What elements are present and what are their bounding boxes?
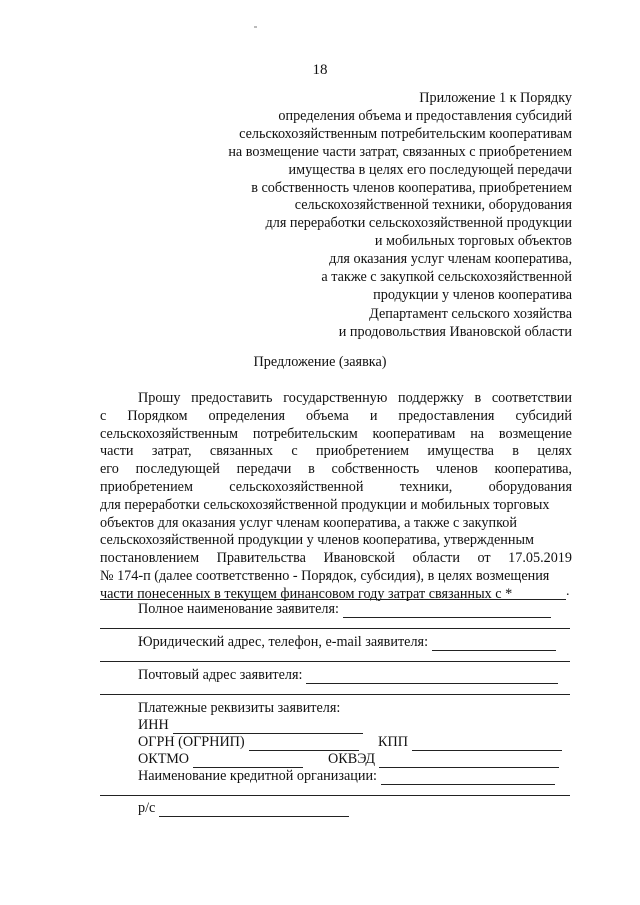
body-text: части понесенных в текущем финансовом году затрат связанных с *	[100, 585, 513, 602]
body-word: собственность	[331, 461, 420, 478]
body-word: имущества	[427, 443, 494, 460]
body-text: сельскохозяйственной продукции у членов кооператива, утвержденным	[100, 532, 534, 549]
full-name-field	[138, 601, 551, 618]
appendix-line: определения объема и предоставления субсидий	[278, 107, 572, 124]
kpp-label: КПП	[378, 734, 408, 750]
body-word: постановлением	[100, 550, 200, 567]
kpp-input[interactable]	[412, 737, 562, 751]
okved-label: ОКВЭД	[328, 751, 376, 767]
body-word: в	[308, 461, 315, 478]
body-word: субсидий	[515, 407, 572, 424]
body-word: кооперативам	[372, 425, 456, 442]
oktmo-input[interactable]	[193, 754, 303, 768]
body-word: в	[474, 390, 482, 406]
full-name-extra-line[interactable]	[100, 628, 570, 629]
payment-details-heading	[138, 700, 340, 717]
body-line	[100, 390, 572, 408]
appendix-line: для оказания услуг членам кооператива,	[329, 251, 572, 268]
account-input[interactable]	[159, 803, 349, 817]
body-line	[100, 515, 572, 533]
body-line	[100, 443, 572, 461]
body-word: 17.05.2019	[508, 550, 572, 567]
body-word: передачи	[236, 461, 292, 478]
legal-address-field	[138, 634, 556, 651]
body-word: затрат,	[151, 443, 192, 460]
request-body	[100, 390, 572, 604]
payment-details-label: Платежные реквизиты заявителя:	[138, 700, 341, 716]
subject-blank-line[interactable]	[100, 599, 566, 600]
body-line	[100, 461, 572, 479]
body-word: государственную	[283, 390, 388, 406]
appendix-line: а также с закупкой сельскохозяйственной	[321, 269, 572, 286]
postal-address-extra-line[interactable]	[100, 694, 570, 695]
bank-name-label: Наименование кредитной организации:	[138, 768, 377, 784]
body-word: Правительства	[216, 550, 306, 567]
okved-field	[328, 751, 559, 768]
body-word: с	[100, 407, 107, 424]
body-word: сельскохозяйственным	[100, 425, 239, 442]
department-addressee	[339, 305, 572, 341]
bank-name-input[interactable]	[381, 771, 555, 785]
body-line	[100, 568, 572, 586]
oktmo-label: ОКТМО	[138, 751, 190, 767]
appendix-header	[228, 90, 572, 305]
body-line	[100, 426, 572, 444]
full-name-label: Полное наименование заявителя:	[138, 601, 339, 617]
body-word: сельскохозяйственной	[229, 478, 364, 495]
body-line	[100, 497, 572, 515]
body-word: поддержку	[398, 390, 464, 406]
body-word: последующей	[135, 461, 220, 478]
body-text: объектов для оказания услуг членам кооператива, а также с закупкой	[100, 514, 517, 531]
ogrn-label: ОГРН (ОГРНИП)	[138, 734, 245, 750]
body-word: предоставления	[398, 407, 495, 424]
body-word: потребительским	[252, 425, 358, 442]
legal-address-extra-line[interactable]	[100, 661, 570, 662]
appendix-line: Приложение 1 к Порядку	[419, 90, 572, 106]
inn-input[interactable]	[173, 720, 363, 734]
body-line	[100, 550, 572, 568]
department-line: и продовольствия Ивановской области	[338, 324, 572, 340]
full-name-input[interactable]	[343, 604, 551, 618]
appendix-line: для переработки сельскохозяйственной продукции	[265, 215, 572, 232]
ogrn-input[interactable]	[249, 737, 359, 751]
body-word: его	[100, 461, 119, 478]
oktmo-field	[138, 751, 303, 768]
end-dot: .	[566, 584, 570, 599]
body-word: членов	[435, 461, 478, 478]
postal-address-label: Почтовый адрес заявителя:	[138, 667, 303, 683]
kpp-field	[378, 734, 562, 751]
inn-field	[138, 717, 363, 734]
legal-address-label: Юридический адрес, телефон, e-mail заявителя:	[138, 634, 429, 650]
body-line	[100, 408, 572, 426]
body-word: от	[477, 550, 491, 567]
bank-name-field	[138, 768, 555, 785]
body-text: № 174-п (далее соответственно - Порядок, субсидия), в целях возмещения	[100, 567, 550, 584]
body-word: с	[291, 443, 298, 460]
ogrn-field	[138, 734, 359, 751]
account-label: р/с	[138, 800, 156, 816]
legal-address-input[interactable]	[432, 637, 556, 651]
body-word: в	[512, 443, 519, 460]
document-title: Предложение (заявка)	[253, 354, 387, 370]
postal-address-input[interactable]	[306, 670, 558, 684]
body-word: приобретением	[100, 478, 193, 495]
body-word: возмещение	[498, 425, 572, 442]
appendix-line: и мобильных торговых объектов	[374, 233, 572, 250]
body-word: связанных	[209, 443, 273, 460]
appendix-line: продукции у членов кооператива	[373, 286, 572, 303]
body-text: для переработки сельскохозяйственной продукции и мобильных торговых	[100, 496, 550, 513]
department-line: Департамент сельского хозяйства	[369, 306, 572, 322]
body-word: техники,	[399, 478, 453, 495]
body-word: области	[412, 550, 460, 567]
body-word: Порядком	[127, 407, 188, 424]
appendix-line: в собственность членов кооператива, приобретением	[251, 179, 572, 196]
appendix-line: на возмещение части затрат, связанных с приобретением	[228, 143, 572, 160]
body-word: оборудования	[488, 478, 572, 495]
body-word: определения	[208, 407, 285, 424]
appendix-line: имущества в целях его последующей передачи	[288, 161, 572, 178]
body-line	[100, 532, 572, 550]
body-word: соответствии	[491, 390, 572, 406]
scan-mark	[254, 26, 257, 28]
body-word: кооператива,	[494, 461, 572, 478]
inn-label: ИНН	[138, 717, 169, 733]
appendix-line: сельскохозяйственной техники, оборудования	[294, 197, 572, 214]
okved-input[interactable]	[379, 754, 559, 768]
account-field	[138, 800, 349, 817]
appendix-line: сельскохозяйственным потребительским кооперативам	[239, 125, 572, 142]
body-word: и	[369, 407, 378, 424]
postal-address-field	[138, 667, 558, 684]
body-word: предоставить	[191, 390, 273, 406]
body-word: целях	[537, 443, 572, 460]
bank-name-extra-line[interactable]	[100, 795, 570, 796]
body-word: Ивановской	[323, 550, 395, 567]
body-line	[100, 479, 572, 497]
body-word: Прошу	[138, 390, 181, 406]
body-word: на	[470, 425, 485, 442]
body-word: части	[100, 443, 134, 460]
body-word: объема	[306, 407, 349, 424]
page-number: 18	[312, 62, 328, 78]
body-word: приобретением	[316, 443, 409, 460]
